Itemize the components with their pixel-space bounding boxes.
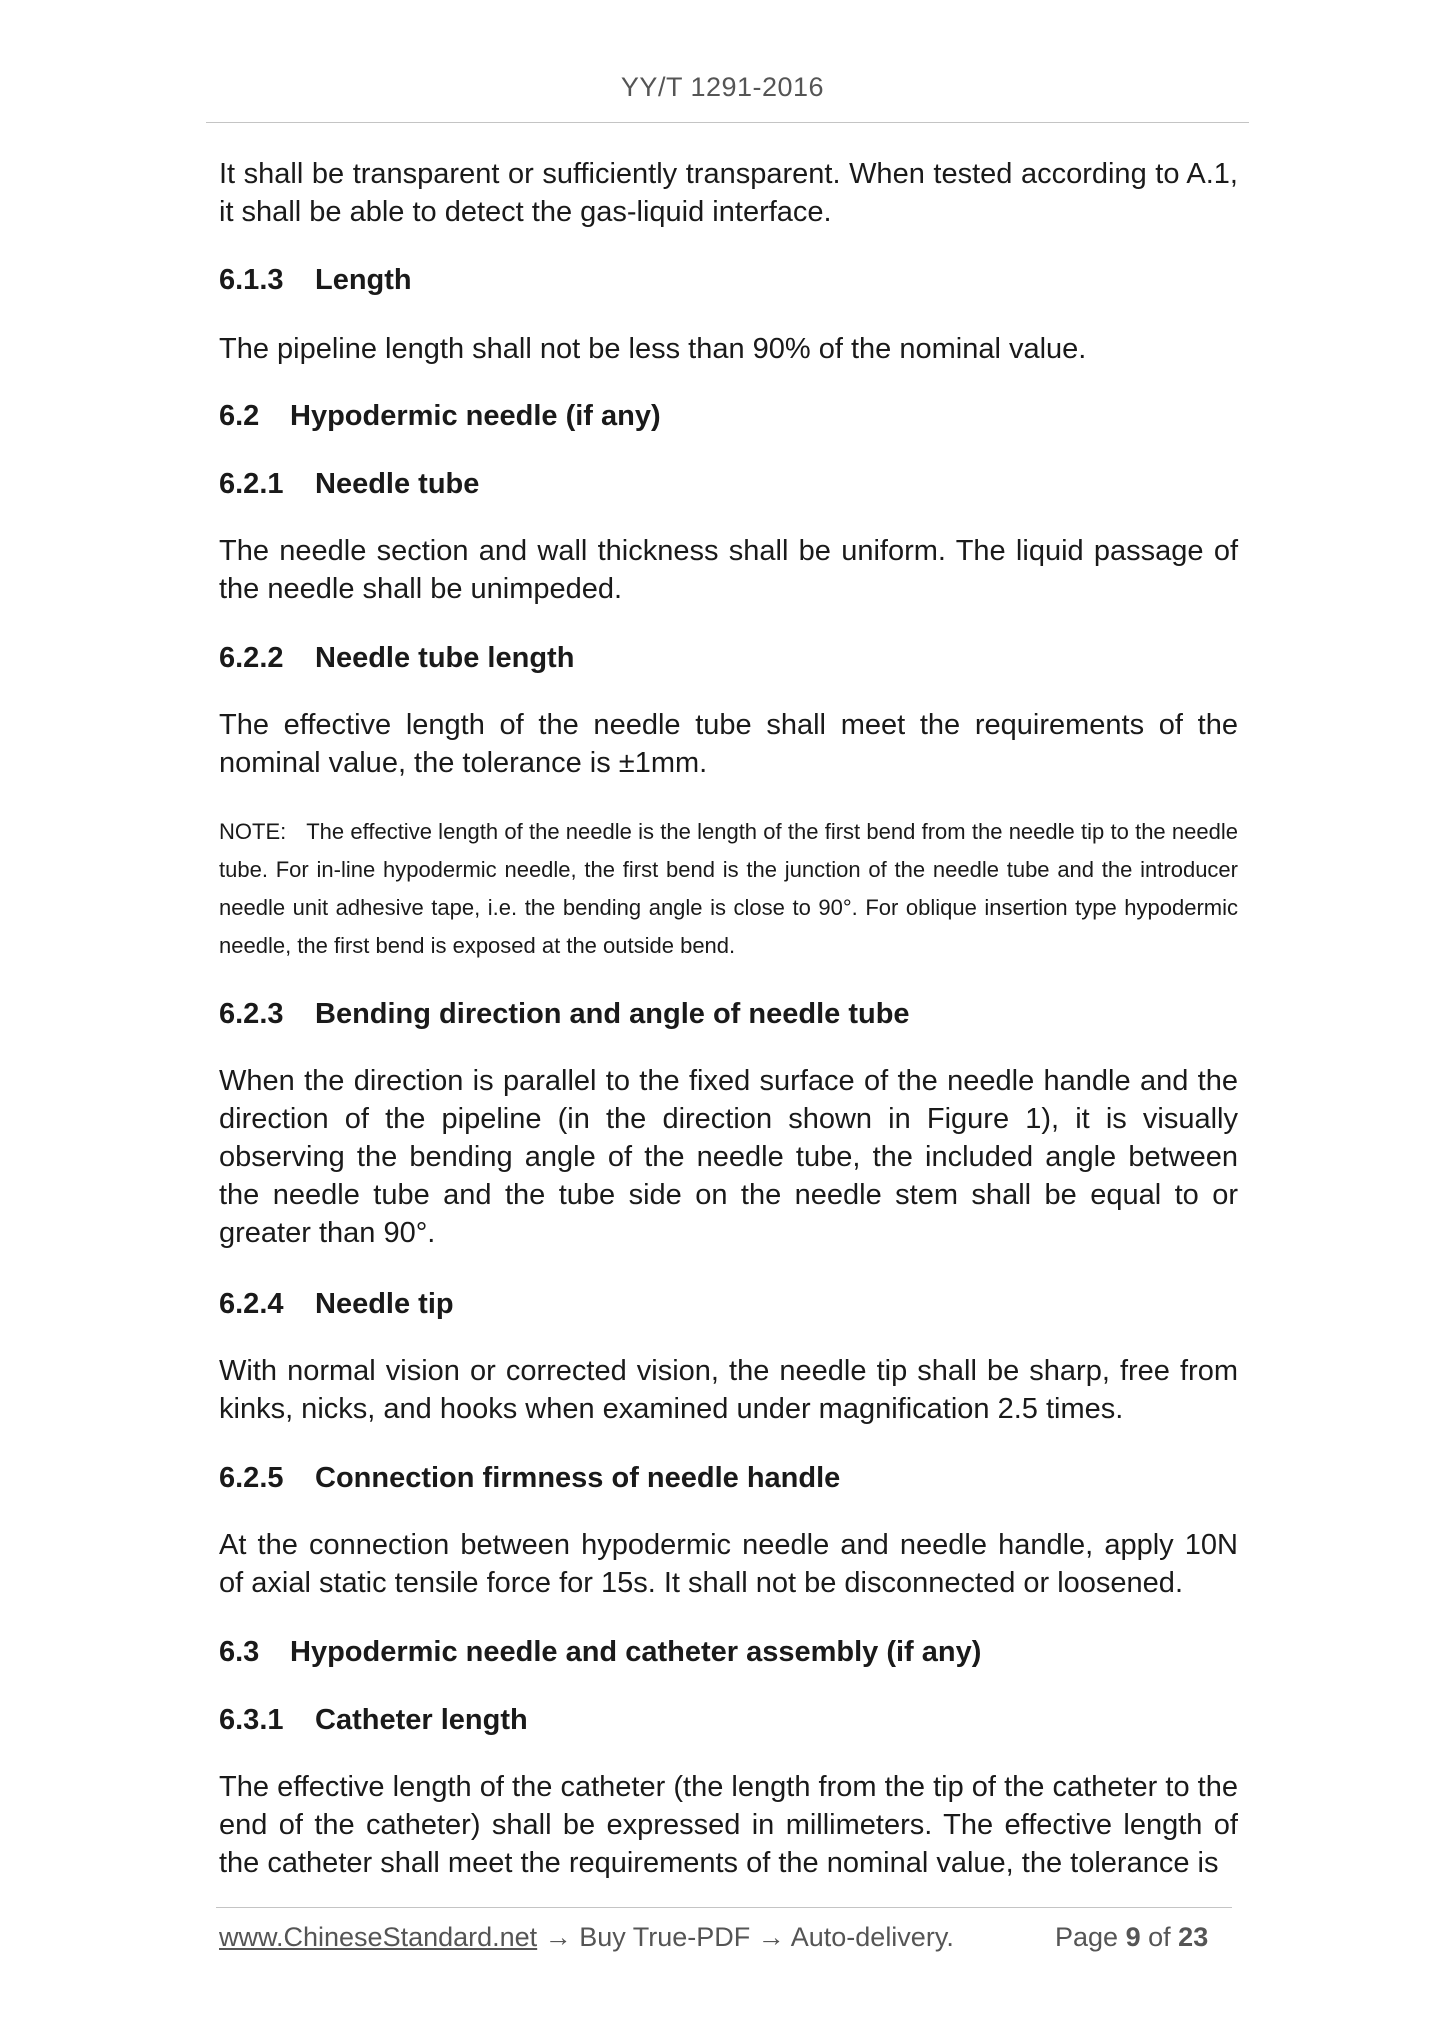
paragraph-bending-direction: When the direction is parallel to the fixed surface of the needle handle and the direction of the pipeline (in the direction shown in Figure 1), it is visually observing the bending angle of the needle tube, the included angle between the needle tube and the tube side on the needle stem shall be equal to or greater than 90°.: [219, 1065, 1238, 1249]
document-code: YY/T 1291-2016: [620, 72, 825, 102]
section-number: 6.2.1: [219, 468, 284, 500]
section-number: 6.2.4: [219, 1288, 284, 1320]
current-page-number: 9: [1125, 1922, 1141, 1952]
section-number: 6.1.3: [219, 264, 284, 296]
section-number: 6.3.1: [219, 1704, 284, 1736]
section-title: Hypodermic needle and catheter assembly (if any): [290, 1636, 982, 1668]
section-title: Needle tube length: [315, 642, 575, 674]
heading-6-3-1: [219, 1704, 528, 1737]
heading-6-3: [219, 1636, 981, 1669]
heading-6-2-1: [219, 468, 479, 501]
heading-6-2: [219, 400, 661, 433]
footer-promo: [219, 1922, 954, 1953]
section-title: Needle tip: [315, 1288, 454, 1320]
section-number: 6.2.2: [219, 642, 284, 674]
page-indicator: [1055, 1922, 1208, 1953]
of-word: of: [1148, 1922, 1171, 1952]
paragraph-transparency: It shall be transparent or sufficiently transparent. When tested according to A.1, it shall be able to detect the gas-liquid interface.: [219, 158, 1238, 228]
section-number: 6.3: [219, 1636, 260, 1668]
section-title: Hypodermic needle (if any): [290, 400, 661, 432]
footer-divider: [216, 1907, 1232, 1908]
paragraph-pipeline-length: The pipeline length shall not be less than 90% of the nominal value.: [219, 333, 1087, 365]
note-block: [219, 813, 1238, 965]
total-pages-number: 23: [1178, 1922, 1209, 1952]
paragraph-needle-tip: With normal vision or corrected vision, the needle tip shall be sharp, free from kinks, nicks, and hooks when examined under magnification 2.5 times.: [219, 1355, 1238, 1425]
paragraph-catheter-length: The effective length of the catheter (the length from the tip of the catheter to the end of the catheter) shall be expressed in millimeters. The effective length of the catheter shall meet the requirements of the nominal value, the tolerance is: [219, 1771, 1238, 1879]
section-title: Connection firmness of needle handle: [315, 1462, 841, 1494]
heading-6-2-5: [219, 1462, 840, 1495]
heading-6-2-3: [219, 998, 910, 1031]
heading-6-2-2: [219, 642, 574, 675]
note-text: The effective length of the needle is the length of the first bend from the needle tip to the needle tube. For in-line hypodermic needle, the first bend is the junction of the needle tube and the introducer needle unit adhesive tape, i.e. the bending angle is close to 90°. For oblique insertion type hypodermic needle, the first bend is exposed at the outside bend.: [219, 819, 1238, 958]
note-label: NOTE:: [219, 819, 287, 844]
paragraph-needle-length: The effective length of the needle tube shall meet the requirements of the nominal value, the tolerance is ±1mm.: [219, 709, 1238, 779]
section-title: Catheter length: [315, 1704, 528, 1736]
section-title: Bending direction and angle of needle tube: [315, 998, 910, 1030]
heading-6-2-4: [219, 1288, 454, 1321]
section-number: 6.2.3: [219, 998, 284, 1030]
section-number: 6.2.5: [219, 1462, 284, 1494]
page-word: Page: [1055, 1922, 1119, 1952]
section-title: Needle tube: [315, 468, 480, 500]
paragraph-connection-firmness: At the connection between hypodermic needle and needle handle, apply 10N of axial static tensile force for 15s. It shall not be disconnected or loosened.: [219, 1529, 1238, 1599]
footer-promo-text: → Buy True-PDF → Auto-delivery.: [537, 1922, 954, 1952]
heading-6-1-3: [219, 264, 412, 297]
section-number: 6.2: [219, 400, 260, 432]
section-title: Length: [315, 264, 412, 296]
paragraph-needle-section: The needle section and wall thickness shall be uniform. The liquid passage of the needle shall be unimpeded.: [219, 535, 1238, 605]
website-link[interactable]: www.ChineseStandard.net: [219, 1922, 538, 1952]
header-divider: [206, 122, 1249, 123]
